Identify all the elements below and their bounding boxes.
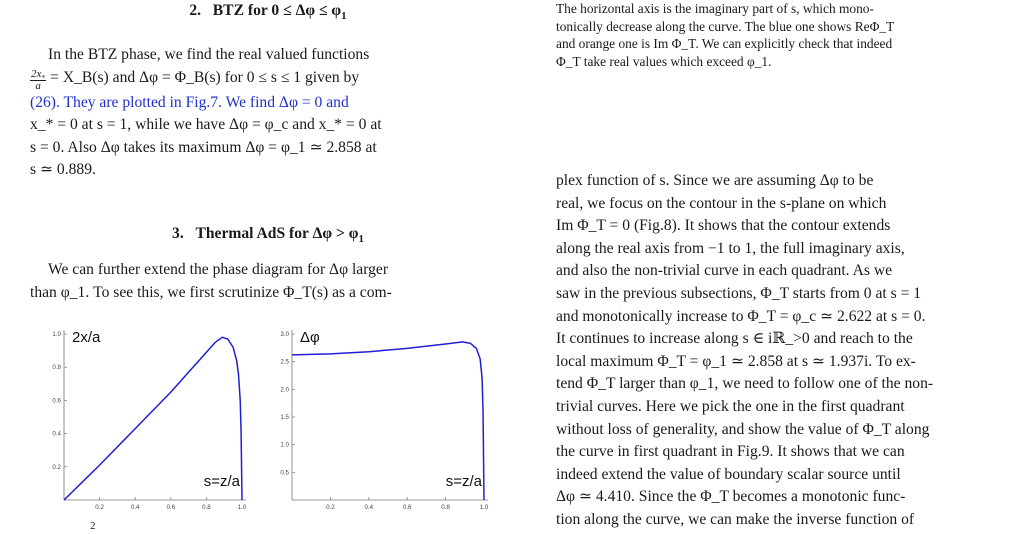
btz-line-3: (26). They are plotted in Fig.7. We find Δφ = 0 and [30,93,349,111]
caption-line-1: The horizontal axis is the imaginary part of s, which mono- [556,1,874,16]
body-line-9: local maximum Φ_T = φ_1 ≃ 2.858 at s ≃ 1.937i. To ex- [556,352,916,370]
caption-line-4: Φ_T take real values which exceed φ_1. [556,53,772,69]
body-line-6: saw in the previous subsections, Φ_T starts from 0 at s = 1 [556,284,922,302]
y-tick-label: 0.4 [52,430,61,438]
main-body-text [556,170,1029,532]
btz-line-1: In the BTZ phase, we find the real valued functions [48,46,370,63]
body-line-3: Im Φ_T = 0 (Fig.8). It shows that the contour extends [556,217,891,235]
caption-line-2: tonically decrease along the curve. The blue one shows ReΦ_T [556,18,895,34]
y-tick-label: 2.5 [280,358,289,366]
y-tick-label: 0.2 [52,463,61,471]
x-axis-label: s=z/a [203,473,240,490]
x-tick-label: 0.4 [130,504,140,511]
figure-caption-stub: 2 [90,520,96,532]
body-line-12: without loss of generality, and show the value of Φ_T along [556,420,930,438]
btz-line-6: s ≃ 0.889. [30,161,96,179]
section-heading-btz: 2. BTZ for $0 \le \Delta\varphi \le \varphi_1$ [189,2,347,23]
thermal-line-1: We can further extend the phase diagram for Δφ larger [48,261,389,278]
y-tick-label: 0.8 [52,364,61,372]
section-heading-thermal-ads: 3. Thermal AdS for $\Delta\varphi > \varphi_1$ [172,225,364,246]
x-tick-label: 0.6 [402,504,412,511]
fig7-right-plot [266,310,490,516]
body-line-7: and monotonically increase to Φ_T = φ_c ≃ 2.622 at s = 0. [556,307,926,325]
x-tick-label: 0.2 [326,504,335,511]
btz-paragraph [30,44,506,182]
btz-line-5: s = 0. Also Δφ takes its maximum Δφ = φ_1 ≃ 2.858 at [30,138,377,156]
y-tick-label: 0.5 [280,469,289,477]
x-tick-label: 1.0 [479,504,489,511]
figure-caption-continuation [556,0,1029,70]
body-line-16: tion along the curve, we can make the inverse function of [556,510,915,528]
body-line-1: plex function of s. Since we are assuming Δφ to be [556,172,874,189]
body-line-8: It continues to increase along s ∈ iℝ_>0 and reach to the [556,330,913,348]
body-line-4: along the real axis from −1 to 1, the full imaginary axis, [556,239,905,257]
x-tick-label: 0.4 [364,504,374,511]
y-tick-label: 1.0 [52,331,61,338]
y-axis-label: Δφ [300,329,320,346]
y-tick-label: 3.0 [280,331,289,338]
x-tick-label: 0.8 [202,504,211,511]
x-tick-label: 0.8 [441,504,450,511]
body-line-13: the curve in first quadrant in Fig.9. It shows that we can [556,443,905,461]
btz-line-4: x_* = 0 at s = 1, while we have Δφ = φ_c and x_* = 0 at [30,116,382,134]
body-line-10: tend Φ_T larger than φ_1, we need to follow one of the non- [556,375,934,393]
fraction-2x-over-a: $\frac{2x_*}{a}$ [31,67,46,92]
y-tick-label: 1.0 [280,441,289,449]
y-axis-label: 2x/a [72,329,101,346]
caption-line-3: and orange one is Im Φ_T. We can explicitly check that indeed [556,36,893,52]
x-axis-label: s=z/a [445,473,482,490]
y-tick-label: 0.6 [52,397,61,405]
btz-line-2: $\frac{2x_*}{a}$ = X_B(s) and Δφ = Φ_B(s) for 0 ≤ s ≤ 1 given by [31,67,360,92]
body-line-15: Δφ ≃ 4.410. Since the Φ_T becomes a monotonic func- [556,488,906,506]
fig7-left-plot [30,310,248,516]
y-tick-label: 2.0 [280,386,289,394]
x-tick-label: 0.6 [166,504,176,511]
thermal-ads-paragraph [30,259,506,304]
body-line-11: trivial curves. Here we pick the one in the first quadrant [556,397,905,415]
body-line-2: real, we focus on the contour in the s-plane on which [556,194,887,212]
thermal-line-2: than φ_1. To see this, we first scrutinize Φ_T(s) as a com- [30,283,392,301]
x-tick-label: 1.0 [237,504,247,511]
x-tick-label: 0.2 [95,504,104,511]
body-line-5: and also the non-trivial curve in each quadrant. As we [556,262,893,280]
body-line-14: indeed extend the value of boundary scalar source until [556,465,901,483]
y-tick-label: 1.5 [280,414,289,421]
